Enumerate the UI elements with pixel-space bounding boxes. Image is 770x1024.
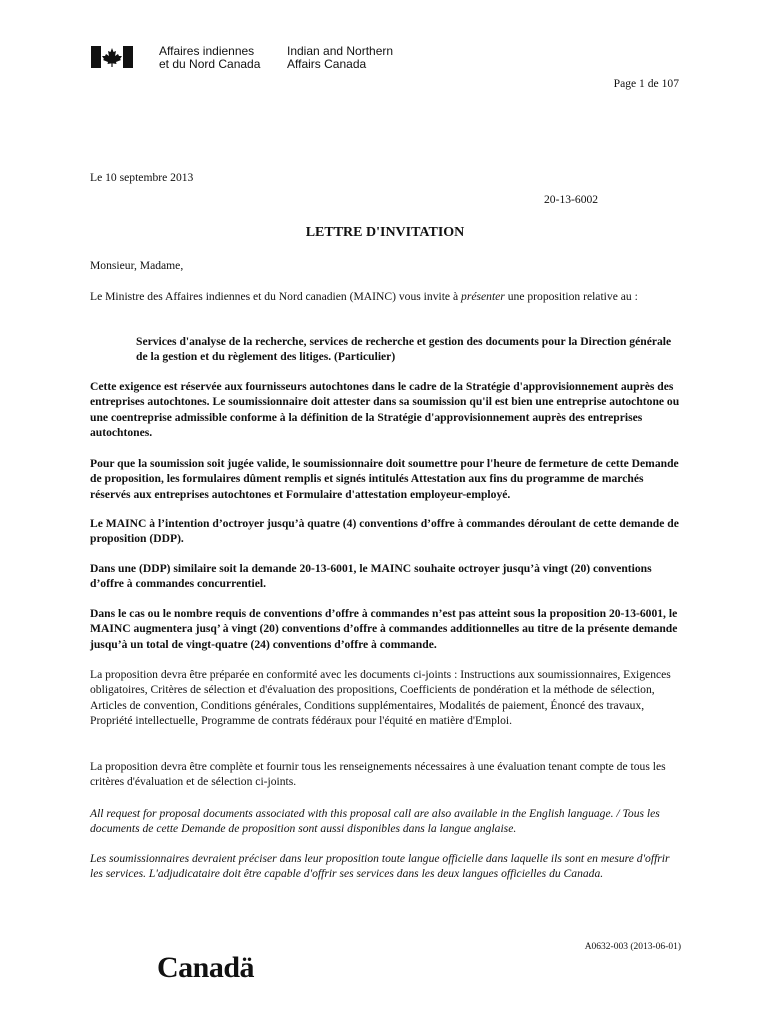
page-number: Page 1 de 107 (613, 77, 679, 90)
letter-date: Le 10 septembre 2013 (90, 171, 194, 184)
bold-paragraph: Dans une (DDP) similaire soit la demande 20-13-6001, le MAINC souhaite octroyer jusqu’à vingt (20) conventions d’offre à commandes concurrentiel. (90, 562, 652, 591)
reference-number: 20-13-6002 (544, 193, 599, 206)
dept-en-line1: Indian and Northern (287, 44, 394, 58)
canada-wordmark-logo: Canadä (157, 951, 255, 984)
dept-en-line2: Affairs Canada (287, 57, 367, 71)
dept-fr-line1: Affaires indiennes (159, 44, 255, 58)
salutation: Monsieur, Madame, (90, 259, 184, 272)
intro-text-end: une proposition relative au : (504, 290, 638, 303)
regular-paragraph: La proposition devra être complète et fournir tous les renseignements nécessaires à une évaluation tenant compte de tous les critères d'évaluation et de sélection ci-joints. (90, 760, 666, 789)
language-note-paragraph: All request for proposal documents associated with this proposal call are also available in the English language. / Tous les documents de cette Demande de proposition sont aussi disponibles dans la langue anglaise. (90, 807, 660, 836)
intro-italic-word: présenter (461, 290, 505, 303)
intro-text-start: Le Ministre des Affaires indiennes et du Nord canadien (MAINC) vous invite à (90, 290, 462, 303)
dept-fr-line2: et du Nord Canada (159, 57, 261, 71)
form-code: A0632-003 (2013-06-01) (584, 942, 681, 952)
bold-paragraph: Cette exigence est réservée aux fournisseurs autochtones dans le cadre de la Stratégie d'approvisionnement auprès des entreprises autochtones. Le soumissionnaire doit attester dans sa soumission qu'il est bien une entreprise autochtone ou une coentreprise admissible conforme à la définition de la Stratégie d'approvisionnement auprès des entreprises autochtones. (90, 380, 680, 439)
regular-paragraph: La proposition devra être préparée en conformité avec les documents ci-joints : Instructions aux soumissionnaires, Exigences obligatoires, Critères de sélection et d'évaluation des propositions, Coefficients de pondération et la méthode de sélection, Articles de convention, Conditions générales, Conditions supplémentaires, Modalités de paiement, Énoncé des travaux, Propriété intellectuelle, Programme de contrats fédéraux pour l'équité en matière d'Emploi. (90, 668, 671, 727)
bold-paragraph: Pour que la soumission soit jugée valide, le soumissionnaire doit soumettre pour l'heure de fermeture de cette Demande de proposition, les formulaires dûment remplis et signés intitulés Attestation aux fins du programme de marchés réservés aux entreprises autochtones et Formulaire d'attestation employeur-employé. (90, 457, 679, 501)
dept-name-fr (159, 45, 260, 71)
bold-paragraph: Le MAINC à l’intention d’octroyer jusqu’à quatre (4) conventions d’offre à commandes déroulant de cette demande de proposition (DDP). (90, 517, 679, 546)
bold-paragraph: Dans le cas ou le nombre requis de conventions d’offre à commandes n’est pas atteint sous la proposition 20-13-6001, le MAINC augmentera jusq’ à vingt (20) conventions d’offre à commandes additionnelles au titre de la présente demande jusqu’à un total de vingt-quatre (24) conventions d’offre à commande. (90, 607, 678, 651)
letter-title: LETTRE D'INVITATION (305, 225, 465, 240)
language-note-paragraph: Les soumissionnaires devraient préciser dans leur proposition toute langue officielle dans laquelle ils sont en mesure d'offrir les services. L'adjudicataire doit être capable d'offrir ses services dans les deux langues officielles du Canada. (90, 852, 670, 881)
intro-paragraph (90, 289, 680, 304)
canada-flag-icon (91, 46, 133, 68)
dept-name-en (287, 45, 393, 71)
services-description: Services d'analyse de la recherche, services de recherche et gestion des documents pour la Direction générale de la gestion et du règlement des litiges. (Particulier) (136, 335, 672, 364)
